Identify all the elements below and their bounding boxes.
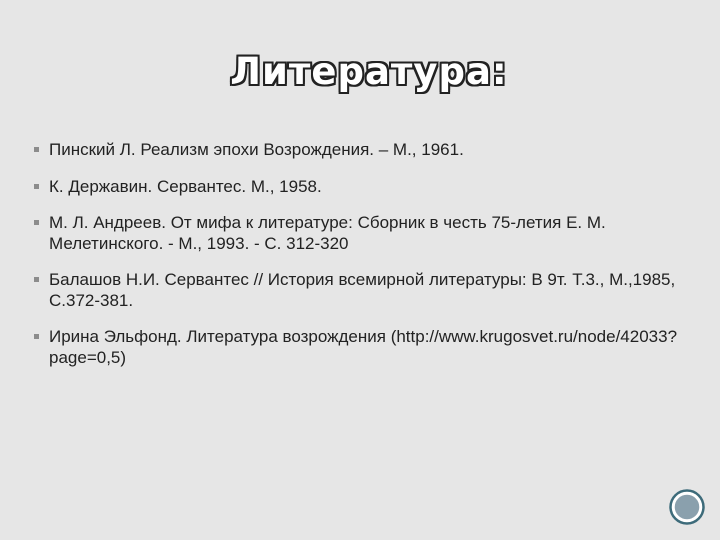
bullet-icon: [34, 334, 39, 339]
list-item: [34, 326, 704, 368]
bullet-icon: [34, 220, 39, 225]
list-item-text: Пинский Л. Реализм эпохи Возрождения. – М., 1961.: [49, 140, 464, 159]
slide-title: Литература:: [230, 50, 508, 93]
list-item-text: М. Л. Андреев. От мифа к литературе: Сборник в честь 75-летия Е. М. Мелетинского. - М., 1993. - С. 312-320: [49, 213, 606, 253]
bullet-icon: [34, 147, 39, 152]
list-item: [34, 212, 704, 254]
circle-nav-icon[interactable]: [669, 489, 705, 525]
list-item: [34, 269, 704, 311]
bullet-icon: [34, 277, 39, 282]
bullet-icon: [34, 184, 39, 189]
list-item-text: Балашов Н.И. Сервантес // История всемирной литературы: В 9т. Т.3., М.,1985, С.372-381.: [49, 270, 676, 310]
list-item-text: Ирина Эльфонд. Литература возрождения (http://www.krugosvet.ru/node/42033?page=0,5): [49, 327, 678, 367]
bibliography-list: [34, 139, 704, 383]
list-item: [34, 139, 704, 160]
list-item: [34, 176, 704, 197]
list-item-text: К. Державин. Сервантес. М., 1958.: [49, 177, 322, 196]
